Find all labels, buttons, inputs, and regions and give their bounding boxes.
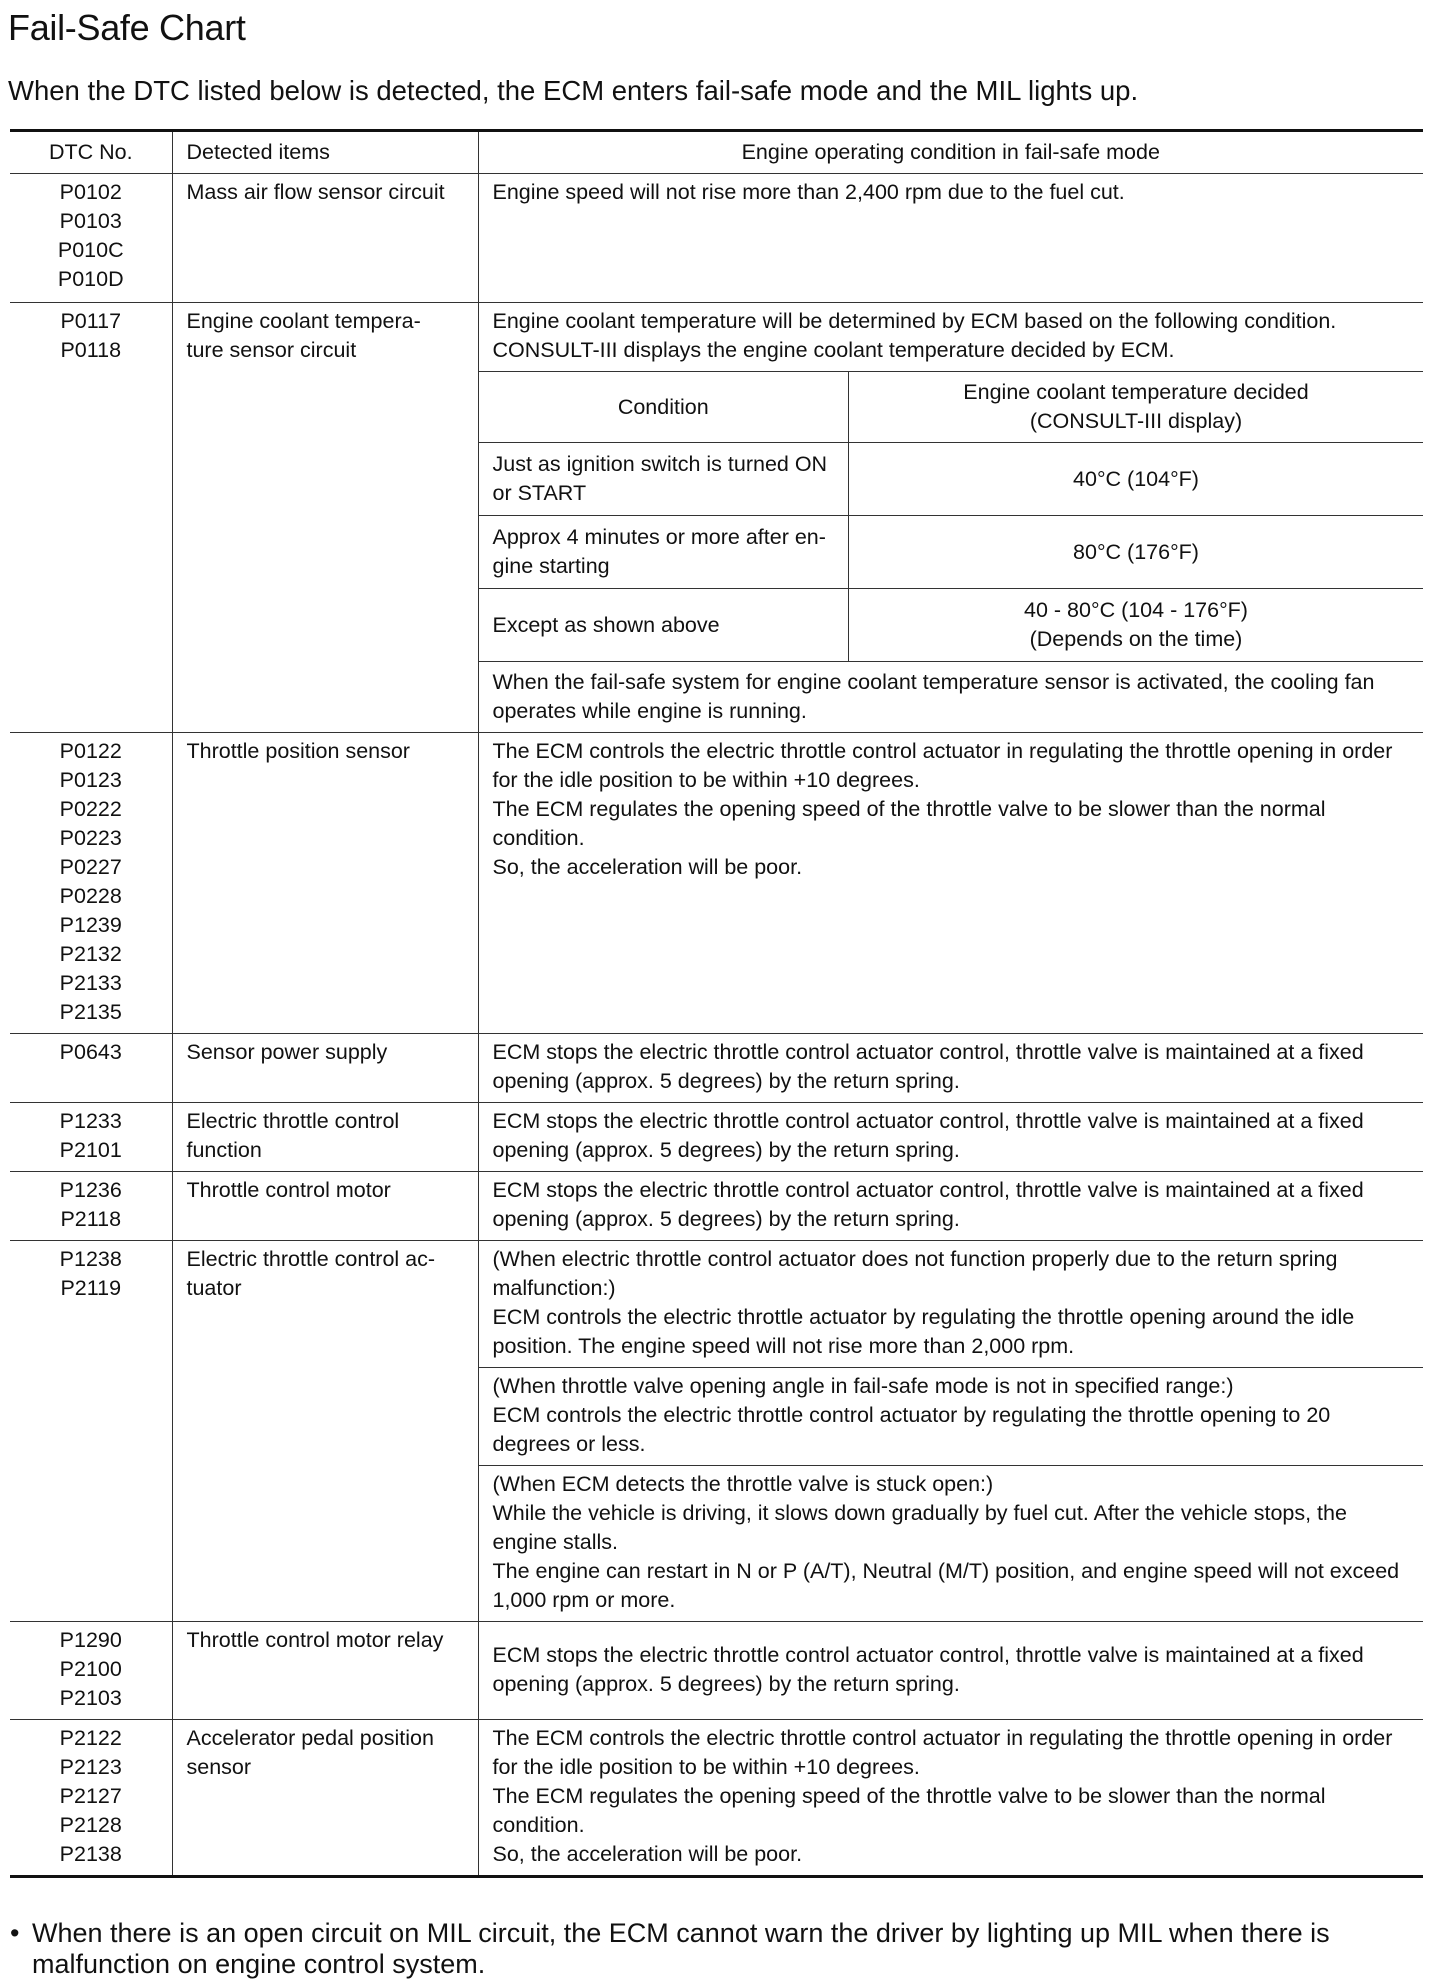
- table-row: [10, 174, 1423, 303]
- dtc-codes: [10, 1720, 172, 1877]
- dtc-code: P0117: [60, 309, 122, 333]
- dtc-code: P0118: [60, 338, 122, 362]
- dtc-code: P2119: [60, 1276, 122, 1300]
- dtc-code: P2100: [59, 1657, 122, 1681]
- dtc-code: P2118: [60, 1207, 122, 1231]
- dtc-code: P0227: [59, 855, 122, 879]
- subtable-header-condition: Condition: [479, 372, 849, 443]
- detected-item: Mass air flow sensor circuit: [172, 174, 478, 303]
- subtable-condition: Except as shown above: [479, 589, 849, 662]
- footnote: [10, 1918, 1430, 1980]
- table-row: [10, 1622, 1423, 1720]
- dtc-codes: [10, 1241, 172, 1622]
- dtc-code: P010C: [57, 238, 124, 262]
- dtc-codes: [10, 1622, 172, 1720]
- subtable-temperature: 40 - 80°C (104 - 176°F) (Depends on the time): [849, 589, 1424, 662]
- table-row: [10, 1720, 1423, 1877]
- detected-item: Sensor power supply: [172, 1034, 478, 1103]
- detected-item: Throttle position sensor: [172, 733, 478, 1034]
- detected-item: Throttle control motor relay: [172, 1622, 478, 1720]
- footnote-text: When there is an open circuit on MIL circuit, the ECM cannot warn the driver by lighting up MIL when there is malfunction on engine control system.: [32, 1918, 1330, 1979]
- subtable-condition: Just as ignition switch is turned ON or START: [479, 443, 849, 516]
- segment-text: While the vehicle is driving, it slows down gradually by fuel cut. After the vehicle stops, the engine stalls.: [492, 1501, 1347, 1554]
- subtable-temperature: 40°C (104°F): [849, 443, 1424, 516]
- dtc-code: P0643: [59, 1040, 122, 1064]
- page-title: Fail-Safe Chart: [8, 7, 246, 48]
- subtable-condition: Approx 4 minutes or more after en- gine starting: [479, 516, 849, 589]
- subtable-header-temperature: Engine coolant temperature decided (CONSULT-III display): [849, 372, 1424, 443]
- header-dtc: DTC No.: [10, 131, 172, 174]
- dtc-code: P1236: [59, 1178, 122, 1202]
- dtc-code: P2101: [59, 1138, 122, 1162]
- dtc-codes: [10, 1034, 172, 1103]
- dtc-codes: [10, 303, 172, 733]
- table-row: [10, 1034, 1423, 1103]
- table-row: [10, 1172, 1423, 1241]
- fail-safe-table: [10, 129, 1423, 1878]
- dtc-code: P0123: [59, 768, 122, 792]
- segment-text: ECM controls the electric throttle control actuator by regulating the throttle opening to 20 degrees or less.: [492, 1403, 1331, 1456]
- ect-description: Engine coolant temperature will be determined by ECM based on the following condition. CONSULT-III displays the engine coolant temperature decided by ECM.: [492, 309, 1337, 362]
- dtc-code: P2127: [59, 1784, 122, 1808]
- operating-condition: ECM stops the electric throttle control actuator control, throttle valve is maintained at a fixed opening (approx. 5 degrees) by the return spring.: [478, 1622, 1423, 1720]
- detected-item: Electric throttle control function: [172, 1103, 478, 1172]
- operating-condition: The ECM controls the electric throttle control actuator in regulating the throttle opening in order for the idle position to be within +10 degrees. The ECM regulates the opening speed of the throttle valve to be slower than the normal condition. So, the acceleration will be poor.: [478, 733, 1423, 1034]
- segment-heading: (When throttle valve opening angle in fail-safe mode is not in specified range:): [492, 1374, 1234, 1398]
- operating-condition: ECM stops the electric throttle control actuator control, throttle valve is maintained at a fixed opening (approx. 5 degrees) by the return spring.: [478, 1034, 1423, 1103]
- segment-heading: (When ECM detects the throttle valve is stuck open:): [492, 1472, 994, 1496]
- dtc-codes: [10, 1172, 172, 1241]
- dtc-code: P2103: [59, 1686, 122, 1710]
- operating-condition: Engine speed will not rise more than 2,400 rpm due to the fuel cut.: [478, 174, 1423, 303]
- subtable-row: [479, 589, 1424, 662]
- dtc-code: P2138: [59, 1842, 122, 1866]
- intro-text: When the DTC listed below is detected, the ECM enters fail-safe mode and the MIL lights up.: [8, 75, 1139, 106]
- table-row: [10, 303, 1423, 733]
- detected-item: Engine coolant tempera- ture sensor circuit: [172, 303, 478, 733]
- condition-segment: [479, 1465, 1424, 1621]
- dtc-code: P2122: [59, 1726, 122, 1750]
- operating-condition: The ECM controls the electric throttle control actuator in regulating the throttle opening in order for the idle position to be within +10 degrees. The ECM regulates the opening speed of the throttle valve to be slower than the normal condition. So, the acceleration will be poor.: [478, 1720, 1423, 1877]
- dtc-code: P2132: [59, 942, 122, 966]
- subtable-row: [479, 443, 1424, 516]
- dtc-code: P1233: [59, 1109, 122, 1133]
- dtc-code: P0228: [59, 884, 122, 908]
- operating-condition: ECM stops the electric throttle control actuator control, throttle valve is maintained at a fixed opening (approx. 5 degrees) by the return spring.: [478, 1172, 1423, 1241]
- dtc-code: P2133: [59, 971, 122, 995]
- dtc-code: P1238: [59, 1247, 122, 1271]
- segment-text: ECM controls the electric throttle actuator by regulating the throttle opening around the idle position. The engine speed will not rise more than 2,000 rpm.: [492, 1305, 1355, 1358]
- dtc-codes: [10, 1103, 172, 1172]
- dtc-code: P0102: [59, 180, 122, 204]
- segment-heading: (When electric throttle control actuator does not function properly due to the return spring malfunction:): [492, 1247, 1338, 1300]
- bullet-icon: •: [10, 1918, 20, 1948]
- ect-note: When the fail-safe system for engine coolant temperature sensor is activated, the cooling fan operates while engine is running.: [479, 661, 1424, 732]
- dtc-codes: [10, 733, 172, 1034]
- header-condition: Engine operating condition in fail-safe mode: [478, 131, 1423, 174]
- subtable-temperature: 80°C (176°F): [849, 516, 1424, 589]
- dtc-code: P1239: [59, 913, 122, 937]
- dtc-code: P0103: [59, 209, 122, 233]
- ect-subtable: [479, 371, 1424, 661]
- table-row: [10, 1103, 1423, 1172]
- dtc-code: P0223: [59, 826, 122, 850]
- detected-item: Throttle control motor: [172, 1172, 478, 1241]
- table-row: [10, 1241, 1423, 1622]
- subtable-row: [479, 516, 1424, 589]
- detected-item: Electric throttle control ac- tuator: [172, 1241, 478, 1622]
- operating-condition: [478, 303, 1423, 733]
- dtc-code: P2123: [59, 1755, 122, 1779]
- condition-segment: [479, 1367, 1424, 1465]
- condition-segment: [479, 1241, 1424, 1367]
- dtc-codes: [10, 174, 172, 303]
- dtc-code: P0122: [59, 739, 122, 763]
- operating-condition: ECM stops the electric throttle control actuator control, throttle valve is maintained at a fixed opening (approx. 5 degrees) by the return spring.: [478, 1103, 1423, 1172]
- dtc-code: P0222: [59, 797, 122, 821]
- header-detected-items: Detected items: [172, 131, 478, 174]
- segment-text: The engine can restart in N or P (A/T), Neutral (M/T) position, and engine speed will not exceed 1,000 rpm or more.: [492, 1559, 1400, 1612]
- dtc-code: P010D: [57, 267, 124, 291]
- dtc-code: P1290: [59, 1628, 122, 1652]
- dtc-code: P2135: [59, 1000, 122, 1024]
- table-header-row: [10, 131, 1423, 174]
- dtc-code: P2128: [59, 1813, 122, 1837]
- operating-condition: [478, 1241, 1423, 1622]
- detected-item: Accelerator pedal position sensor: [172, 1720, 478, 1877]
- table-row: [10, 733, 1423, 1034]
